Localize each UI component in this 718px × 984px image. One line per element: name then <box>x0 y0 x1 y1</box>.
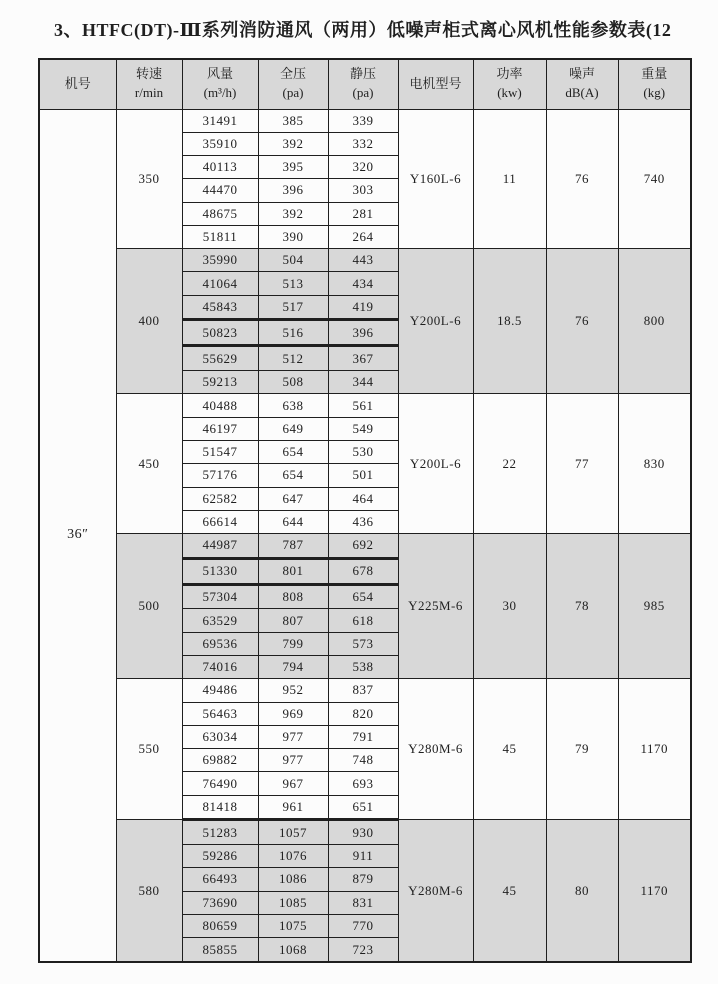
total-pressure-cell: 807 <box>258 609 328 632</box>
static-pressure-cell: 281 <box>328 202 398 225</box>
table-row <box>39 249 691 272</box>
machine-no-cell: 36″ <box>39 109 116 962</box>
airflow-cell: 59286 <box>182 844 258 867</box>
total-pressure-cell: 1075 <box>258 914 328 937</box>
airflow-cell: 51283 <box>182 820 258 845</box>
airflow-cell: 50823 <box>182 320 258 346</box>
weight-cell: 1170 <box>618 820 691 962</box>
weight-cell: 830 <box>618 394 691 534</box>
total-pressure-cell: 654 <box>258 464 328 487</box>
total-pressure-cell: 654 <box>258 440 328 463</box>
airflow-cell: 57304 <box>182 584 258 609</box>
airflow-cell: 56463 <box>182 702 258 725</box>
airflow-cell: 85855 <box>182 938 258 962</box>
total-pressure-cell: 392 <box>258 202 328 225</box>
airflow-cell: 81418 <box>182 795 258 820</box>
airflow-cell: 51547 <box>182 440 258 463</box>
total-pressure-cell: 649 <box>258 417 328 440</box>
weight-cell: 985 <box>618 534 691 679</box>
col-header-airflow: 风量 (m³/h) <box>182 59 258 109</box>
motor-model-cell: Y280M-6 <box>398 820 473 962</box>
noise-cell: 76 <box>546 249 618 394</box>
total-pressure-cell: 1057 <box>258 820 328 845</box>
total-pressure-cell: 644 <box>258 510 328 533</box>
page-title: 3、HTFC(DT)-Ⅲ系列消防通风（两用）低噪声柜式离心风机性能参数表(12 <box>54 20 672 40</box>
power-cell: 22 <box>473 394 546 534</box>
airflow-cell: 40488 <box>182 394 258 417</box>
col-header-weight: 重量 (kg) <box>618 59 691 109</box>
airflow-cell: 62582 <box>182 487 258 510</box>
total-pressure-cell: 512 <box>258 346 328 371</box>
static-pressure-cell: 436 <box>328 510 398 533</box>
noise-cell: 80 <box>546 820 618 962</box>
total-pressure-cell: 517 <box>258 295 328 320</box>
static-pressure-cell: 930 <box>328 820 398 845</box>
noise-cell: 77 <box>546 394 618 534</box>
col-header-total-pressure: 全压 (pa) <box>258 59 328 109</box>
total-pressure-cell: 808 <box>258 584 328 609</box>
static-pressure-cell: 837 <box>328 679 398 702</box>
total-pressure-cell: 952 <box>258 679 328 702</box>
airflow-cell: 63034 <box>182 725 258 748</box>
airflow-cell: 66614 <box>182 510 258 533</box>
power-cell: 45 <box>473 820 546 962</box>
total-pressure-cell: 1076 <box>258 844 328 867</box>
table-row <box>39 109 691 132</box>
static-pressure-cell: 530 <box>328 440 398 463</box>
total-pressure-cell: 516 <box>258 320 328 346</box>
speed-cell: 350 <box>116 109 182 249</box>
static-pressure-cell: 791 <box>328 725 398 748</box>
speed-cell: 580 <box>116 820 182 962</box>
static-pressure-cell: 573 <box>328 632 398 655</box>
total-pressure-cell: 967 <box>258 772 328 795</box>
airflow-cell: 76490 <box>182 772 258 795</box>
static-pressure-cell: 344 <box>328 371 398 394</box>
static-pressure-cell: 464 <box>328 487 398 510</box>
col-header-speed: 转速 r/min <box>116 59 182 109</box>
static-pressure-cell: 367 <box>328 346 398 371</box>
static-pressure-cell: 820 <box>328 702 398 725</box>
table-row <box>39 534 691 559</box>
fan-table-body <box>39 109 691 962</box>
static-pressure-cell: 339 <box>328 109 398 132</box>
table-row <box>39 394 691 417</box>
power-cell: 18.5 <box>473 249 546 394</box>
total-pressure-cell: 392 <box>258 132 328 155</box>
airflow-cell: 40113 <box>182 156 258 179</box>
col-header-motor-model: 电机型号 <box>398 59 473 109</box>
airflow-cell: 69882 <box>182 749 258 772</box>
noise-cell: 78 <box>546 534 618 679</box>
total-pressure-cell: 1085 <box>258 891 328 914</box>
noise-cell: 79 <box>546 679 618 820</box>
total-pressure-cell: 787 <box>258 534 328 559</box>
airflow-cell: 41064 <box>182 272 258 295</box>
static-pressure-cell: 561 <box>328 394 398 417</box>
static-pressure-cell: 538 <box>328 655 398 678</box>
static-pressure-cell: 501 <box>328 464 398 487</box>
static-pressure-cell: 678 <box>328 558 398 584</box>
power-cell: 11 <box>473 109 546 249</box>
col-header-static-pressure: 静压 (pa) <box>328 59 398 109</box>
static-pressure-cell: 748 <box>328 749 398 772</box>
airflow-cell: 74016 <box>182 655 258 678</box>
table-row <box>39 679 691 702</box>
fan-performance-table <box>38 58 692 963</box>
weight-cell: 800 <box>618 249 691 394</box>
speed-cell: 450 <box>116 394 182 534</box>
total-pressure-cell: 801 <box>258 558 328 584</box>
total-pressure-cell: 647 <box>258 487 328 510</box>
total-pressure-cell: 961 <box>258 795 328 820</box>
total-pressure-cell: 385 <box>258 109 328 132</box>
airflow-cell: 51330 <box>182 558 258 584</box>
speed-cell: 400 <box>116 249 182 394</box>
total-pressure-cell: 390 <box>258 225 328 248</box>
total-pressure-cell: 513 <box>258 272 328 295</box>
airflow-cell: 66493 <box>182 868 258 891</box>
static-pressure-cell: 434 <box>328 272 398 295</box>
total-pressure-cell: 504 <box>258 249 328 272</box>
airflow-cell: 59213 <box>182 371 258 394</box>
total-pressure-cell: 1068 <box>258 938 328 962</box>
static-pressure-cell: 692 <box>328 534 398 559</box>
static-pressure-cell: 303 <box>328 179 398 202</box>
airflow-cell: 80659 <box>182 914 258 937</box>
airflow-cell: 49486 <box>182 679 258 702</box>
static-pressure-cell: 654 <box>328 584 398 609</box>
weight-cell: 740 <box>618 109 691 249</box>
static-pressure-cell: 723 <box>328 938 398 962</box>
airflow-cell: 57176 <box>182 464 258 487</box>
total-pressure-cell: 508 <box>258 371 328 394</box>
motor-model-cell: Y200L-6 <box>398 249 473 394</box>
airflow-cell: 51811 <box>182 225 258 248</box>
static-pressure-cell: 332 <box>328 132 398 155</box>
airflow-cell: 35910 <box>182 132 258 155</box>
total-pressure-cell: 799 <box>258 632 328 655</box>
airflow-cell: 44987 <box>182 534 258 559</box>
static-pressure-cell: 549 <box>328 417 398 440</box>
airflow-cell: 63529 <box>182 609 258 632</box>
col-header-machine-no: 机号 <box>39 59 116 109</box>
total-pressure-cell: 977 <box>258 725 328 748</box>
total-pressure-cell: 969 <box>258 702 328 725</box>
airflow-cell: 46197 <box>182 417 258 440</box>
static-pressure-cell: 419 <box>328 295 398 320</box>
weight-cell: 1170 <box>618 679 691 820</box>
static-pressure-cell: 651 <box>328 795 398 820</box>
static-pressure-cell: 618 <box>328 609 398 632</box>
static-pressure-cell: 693 <box>328 772 398 795</box>
power-cell: 30 <box>473 534 546 679</box>
total-pressure-cell: 1086 <box>258 868 328 891</box>
col-header-noise: 噪声 dB(A) <box>546 59 618 109</box>
static-pressure-cell: 879 <box>328 868 398 891</box>
total-pressure-cell: 396 <box>258 179 328 202</box>
total-pressure-cell: 395 <box>258 156 328 179</box>
static-pressure-cell: 396 <box>328 320 398 346</box>
motor-model-cell: Y225M-6 <box>398 534 473 679</box>
noise-cell: 76 <box>546 109 618 249</box>
total-pressure-cell: 794 <box>258 655 328 678</box>
static-pressure-cell: 770 <box>328 914 398 937</box>
power-cell: 45 <box>473 679 546 820</box>
static-pressure-cell: 320 <box>328 156 398 179</box>
table-row <box>39 820 691 845</box>
airflow-cell: 45843 <box>182 295 258 320</box>
motor-model-cell: Y280M-6 <box>398 679 473 820</box>
total-pressure-cell: 977 <box>258 749 328 772</box>
motor-model-cell: Y160L-6 <box>398 109 473 249</box>
static-pressure-cell: 443 <box>328 249 398 272</box>
speed-cell: 500 <box>116 534 182 679</box>
static-pressure-cell: 264 <box>328 225 398 248</box>
total-pressure-cell: 638 <box>258 394 328 417</box>
speed-cell: 550 <box>116 679 182 820</box>
airflow-cell: 69536 <box>182 632 258 655</box>
motor-model-cell: Y200L-6 <box>398 394 473 534</box>
airflow-cell: 31491 <box>182 109 258 132</box>
static-pressure-cell: 831 <box>328 891 398 914</box>
table-header-row <box>39 59 691 109</box>
airflow-cell: 44470 <box>182 179 258 202</box>
static-pressure-cell: 911 <box>328 844 398 867</box>
airflow-cell: 73690 <box>182 891 258 914</box>
col-header-power: 功率 (kw) <box>473 59 546 109</box>
airflow-cell: 55629 <box>182 346 258 371</box>
airflow-cell: 48675 <box>182 202 258 225</box>
table-header <box>39 59 691 109</box>
airflow-cell: 35990 <box>182 249 258 272</box>
